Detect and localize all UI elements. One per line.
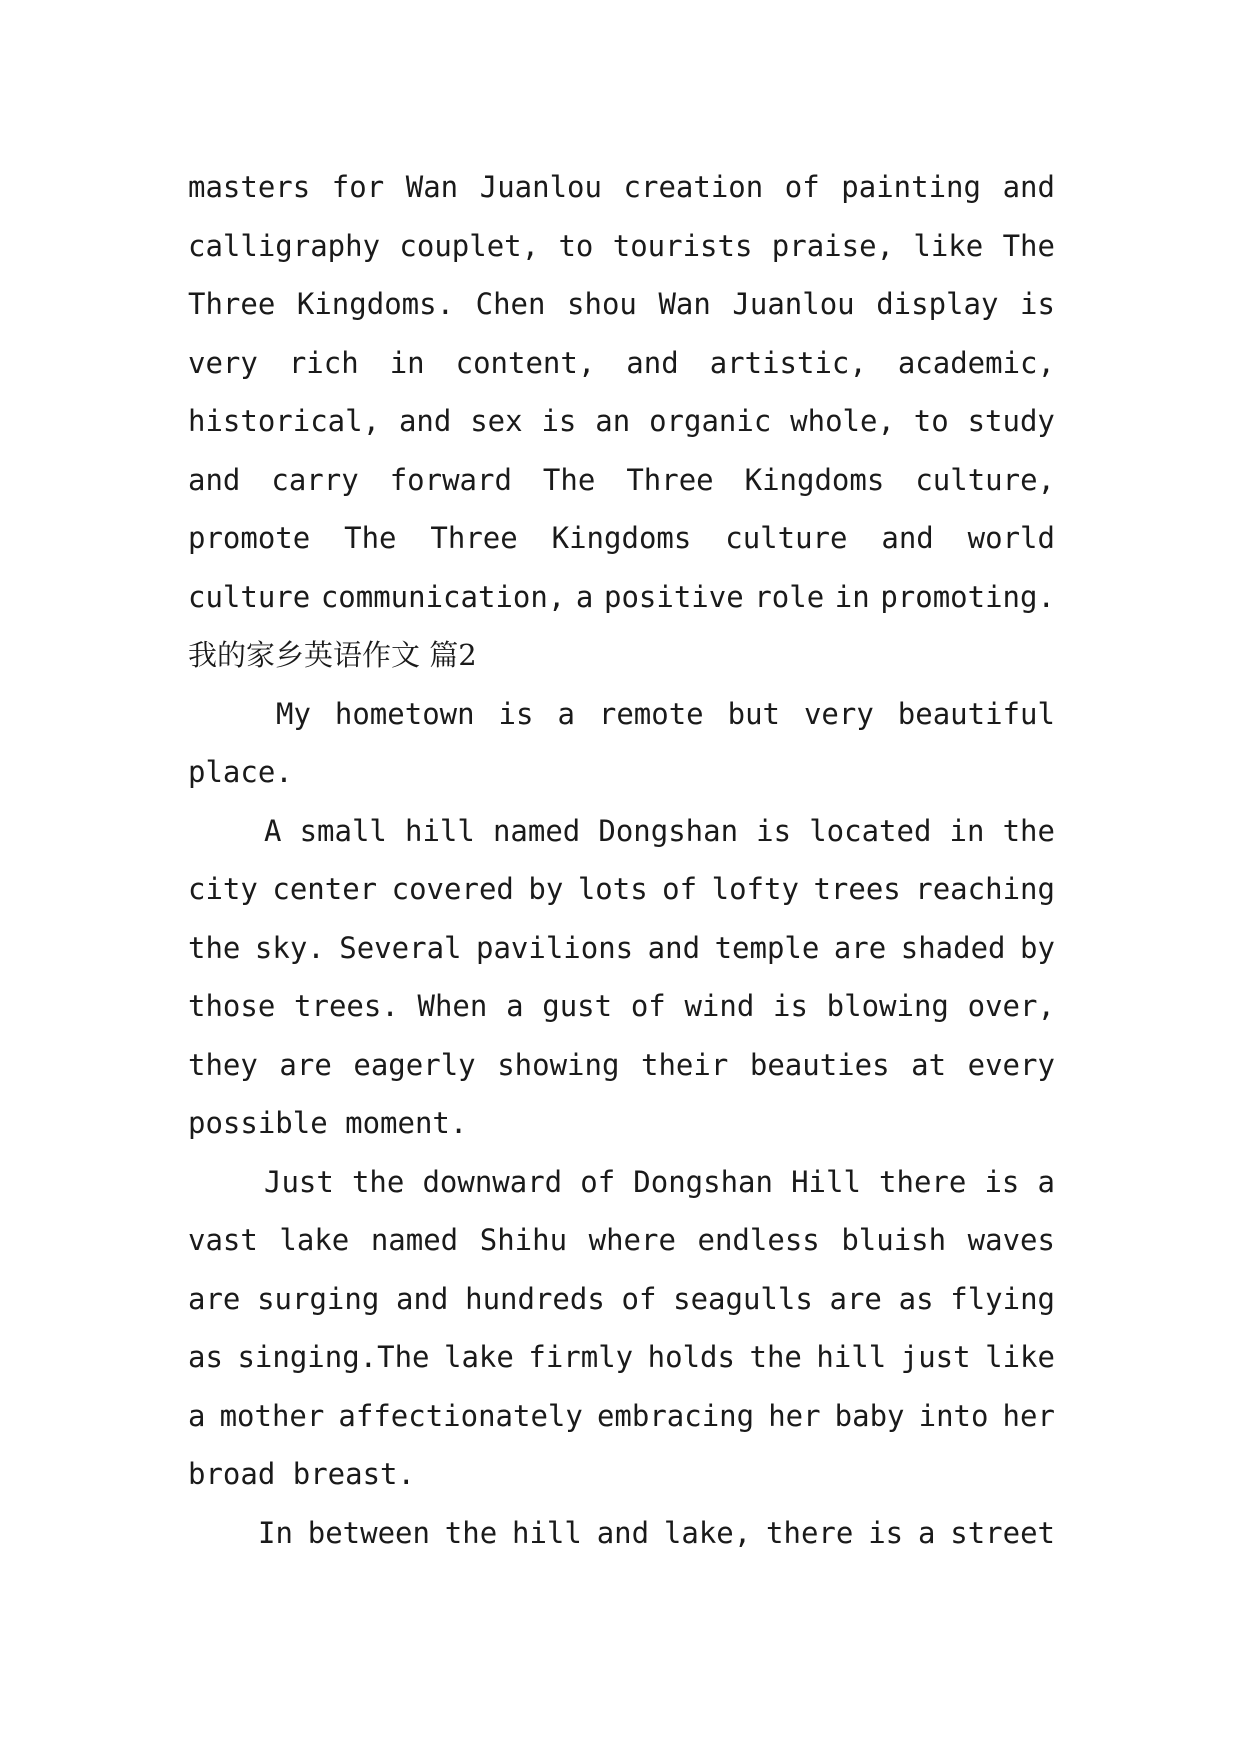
text-line	[188, 275, 1055, 334]
word: very	[188, 345, 258, 380]
word: shaded	[900, 930, 1006, 965]
word: Dongshan	[598, 813, 739, 848]
word: Three	[626, 462, 714, 497]
word: of	[662, 872, 698, 906]
word: located	[809, 813, 932, 848]
word: Three	[188, 287, 276, 321]
word: the	[1002, 813, 1055, 848]
word: covered	[391, 872, 514, 906]
word: flying	[950, 1281, 1055, 1316]
word: in	[949, 813, 985, 848]
word: carry	[271, 462, 359, 497]
word: firmly	[528, 1340, 634, 1374]
word: is	[541, 404, 577, 438]
word: every	[967, 1047, 1055, 1082]
word: eagerly	[353, 1047, 476, 1082]
word: Kingdoms.	[296, 287, 455, 321]
word: positive	[604, 579, 744, 614]
word: culture	[188, 579, 311, 614]
word: in	[834, 579, 870, 614]
text-line	[188, 977, 1055, 1036]
word: of	[621, 1281, 657, 1316]
word: sex	[470, 404, 523, 438]
text-line	[188, 1153, 1055, 1212]
word: is	[868, 1515, 904, 1550]
text-line: possible moment.	[188, 1106, 468, 1140]
word: are	[279, 1047, 332, 1082]
word: like	[913, 228, 984, 263]
word: Several	[339, 930, 462, 965]
word: gust	[542, 989, 613, 1023]
word: artistic,	[709, 345, 867, 380]
word: and	[647, 930, 701, 965]
word: center	[272, 872, 378, 906]
word: and	[596, 1515, 650, 1550]
word: named	[492, 813, 581, 848]
word: hometown	[334, 696, 475, 731]
word: singing.The	[237, 1340, 430, 1374]
word: Just	[264, 1164, 334, 1199]
text-line	[188, 1328, 1055, 1387]
word: painting	[841, 170, 981, 204]
word: organic	[649, 404, 772, 438]
text-line	[188, 568, 1055, 627]
text-line	[188, 217, 1055, 276]
word: street	[950, 1515, 1055, 1550]
word: The	[1002, 228, 1055, 263]
word: lofty	[711, 872, 799, 906]
text-line	[188, 334, 1055, 393]
word: are	[188, 1281, 241, 1316]
word: the	[444, 1515, 498, 1550]
word: the	[749, 1340, 802, 1374]
text-line	[188, 685, 1055, 744]
word: and	[626, 345, 679, 380]
word: and	[881, 521, 934, 555]
word: wind	[684, 989, 755, 1023]
text-line	[188, 451, 1055, 510]
word: masters	[188, 170, 311, 204]
word: Hill	[791, 1164, 861, 1199]
word: academic,	[897, 345, 1055, 380]
word: hill	[405, 813, 475, 848]
word: to	[913, 404, 949, 438]
word: and	[1002, 170, 1055, 204]
text-line	[188, 158, 1055, 217]
word: of	[784, 170, 820, 204]
word: role	[754, 579, 825, 614]
word: her	[768, 1398, 821, 1433]
word: praise,	[771, 228, 895, 263]
word: temple	[714, 930, 820, 965]
text-line	[188, 1270, 1055, 1329]
word: for	[331, 170, 385, 204]
text-line: broad breast.	[188, 1457, 415, 1491]
word: is	[756, 813, 792, 848]
word: bluish	[841, 1223, 947, 1257]
word: they	[188, 1047, 258, 1082]
word: Three	[430, 521, 518, 555]
text-line	[188, 509, 1055, 568]
word: historical,	[188, 404, 381, 438]
word: A	[264, 813, 282, 848]
word: culture,	[915, 462, 1055, 497]
word: by	[1020, 930, 1055, 965]
word: study	[967, 404, 1055, 438]
section-heading: 我的家乡英语作文 篇2	[188, 638, 477, 672]
word: seagulls	[673, 1281, 813, 1316]
text-line	[188, 1211, 1055, 1270]
word: but	[727, 696, 780, 731]
word: a	[506, 989, 524, 1023]
text-line	[188, 919, 1055, 978]
word: downward	[422, 1164, 563, 1199]
word: beauties	[749, 1047, 890, 1082]
word: Shihu	[479, 1223, 568, 1257]
word: into	[918, 1398, 989, 1433]
word: and	[398, 404, 452, 438]
word: is	[773, 989, 808, 1023]
word: world	[967, 521, 1055, 555]
word: rich	[288, 345, 359, 380]
word: there	[766, 1515, 854, 1550]
word: as	[188, 1340, 223, 1374]
word: holds	[647, 1340, 735, 1374]
word: The	[344, 521, 397, 555]
word: embracing	[596, 1398, 755, 1433]
word: just	[900, 1340, 971, 1374]
word: city	[188, 872, 258, 906]
word: vast	[188, 1223, 258, 1257]
word: trees	[813, 872, 901, 906]
word: hill	[816, 1340, 887, 1374]
word: are	[829, 1281, 882, 1316]
word: shou	[567, 287, 637, 321]
text-line	[188, 1387, 1055, 1446]
word: forward	[389, 462, 512, 497]
word: calligraphy	[188, 228, 381, 263]
word: by	[528, 872, 564, 906]
word: is	[1020, 287, 1055, 321]
word: of	[580, 1164, 616, 1199]
word: hill	[512, 1515, 582, 1550]
text-line	[188, 860, 1055, 919]
word: endless	[697, 1223, 820, 1257]
word: Juanlou	[479, 170, 602, 204]
word: very	[803, 696, 874, 731]
word: whole,	[790, 404, 895, 438]
word: between	[307, 1515, 430, 1550]
word: beautiful	[897, 696, 1055, 731]
document-body	[188, 158, 1055, 1562]
word: showing	[497, 1047, 620, 1082]
word: is	[984, 1164, 1020, 1199]
text-line	[188, 392, 1055, 451]
word: lake	[444, 1340, 514, 1374]
word: is	[498, 696, 534, 731]
word: surging	[257, 1281, 380, 1316]
word: those	[188, 989, 276, 1023]
word: a	[557, 696, 575, 731]
word: communication,	[320, 579, 566, 614]
text-line: place.	[188, 755, 293, 789]
word: and	[188, 462, 241, 497]
word: baby	[834, 1398, 905, 1433]
word: over,	[967, 989, 1055, 1023]
word: reaching	[915, 872, 1055, 906]
word: pavilions	[476, 930, 634, 965]
word: trees.	[294, 989, 399, 1023]
word: hundreds	[465, 1281, 605, 1316]
word: the	[351, 1164, 405, 1199]
text-line	[188, 1504, 1055, 1563]
word: content,	[455, 345, 596, 380]
word: a	[917, 1515, 936, 1550]
word: there	[879, 1164, 967, 1199]
word: mother	[219, 1398, 325, 1433]
word: When	[417, 989, 488, 1023]
word: sky.	[254, 930, 325, 965]
word: a	[188, 1398, 206, 1433]
word: My	[276, 696, 311, 731]
word: waves	[967, 1223, 1055, 1257]
word: culture	[725, 521, 848, 555]
word: small	[299, 813, 387, 848]
word: her	[1002, 1398, 1055, 1433]
word: named	[370, 1223, 459, 1257]
word: remote	[598, 696, 704, 731]
word: are	[833, 930, 887, 965]
word: creation	[623, 170, 764, 204]
word: lake,	[663, 1515, 752, 1550]
word: lake	[279, 1223, 350, 1257]
text-line	[188, 1036, 1055, 1095]
word: Wan	[405, 170, 459, 204]
word: in	[389, 345, 425, 380]
word: couplet,	[399, 228, 540, 263]
word: promote	[188, 521, 311, 555]
word: The	[542, 462, 596, 497]
word: Wan	[658, 287, 711, 321]
word: lots	[577, 872, 648, 906]
word: display	[876, 287, 999, 321]
word: at	[911, 1047, 947, 1082]
word: Chen	[475, 287, 546, 321]
text-line	[188, 802, 1055, 861]
word: tourists	[612, 228, 753, 263]
word: Kingdoms	[551, 521, 692, 555]
word: Kingdoms	[744, 462, 885, 497]
word: where	[588, 1223, 676, 1257]
word: and	[396, 1281, 449, 1316]
word: like	[985, 1340, 1055, 1374]
word: the	[188, 930, 241, 965]
word: a	[1037, 1164, 1055, 1199]
word: promoting.	[880, 579, 1055, 614]
word: their	[640, 1047, 729, 1082]
word: an	[595, 404, 631, 438]
word: Dongshan	[633, 1164, 773, 1199]
word: Juanlou	[732, 287, 855, 321]
word: affectionately	[338, 1398, 583, 1433]
word: In	[258, 1515, 293, 1550]
word: as	[898, 1281, 934, 1316]
word: a	[575, 579, 594, 614]
word: to	[558, 228, 594, 263]
word: blowing	[826, 989, 949, 1023]
word: of	[630, 989, 666, 1023]
